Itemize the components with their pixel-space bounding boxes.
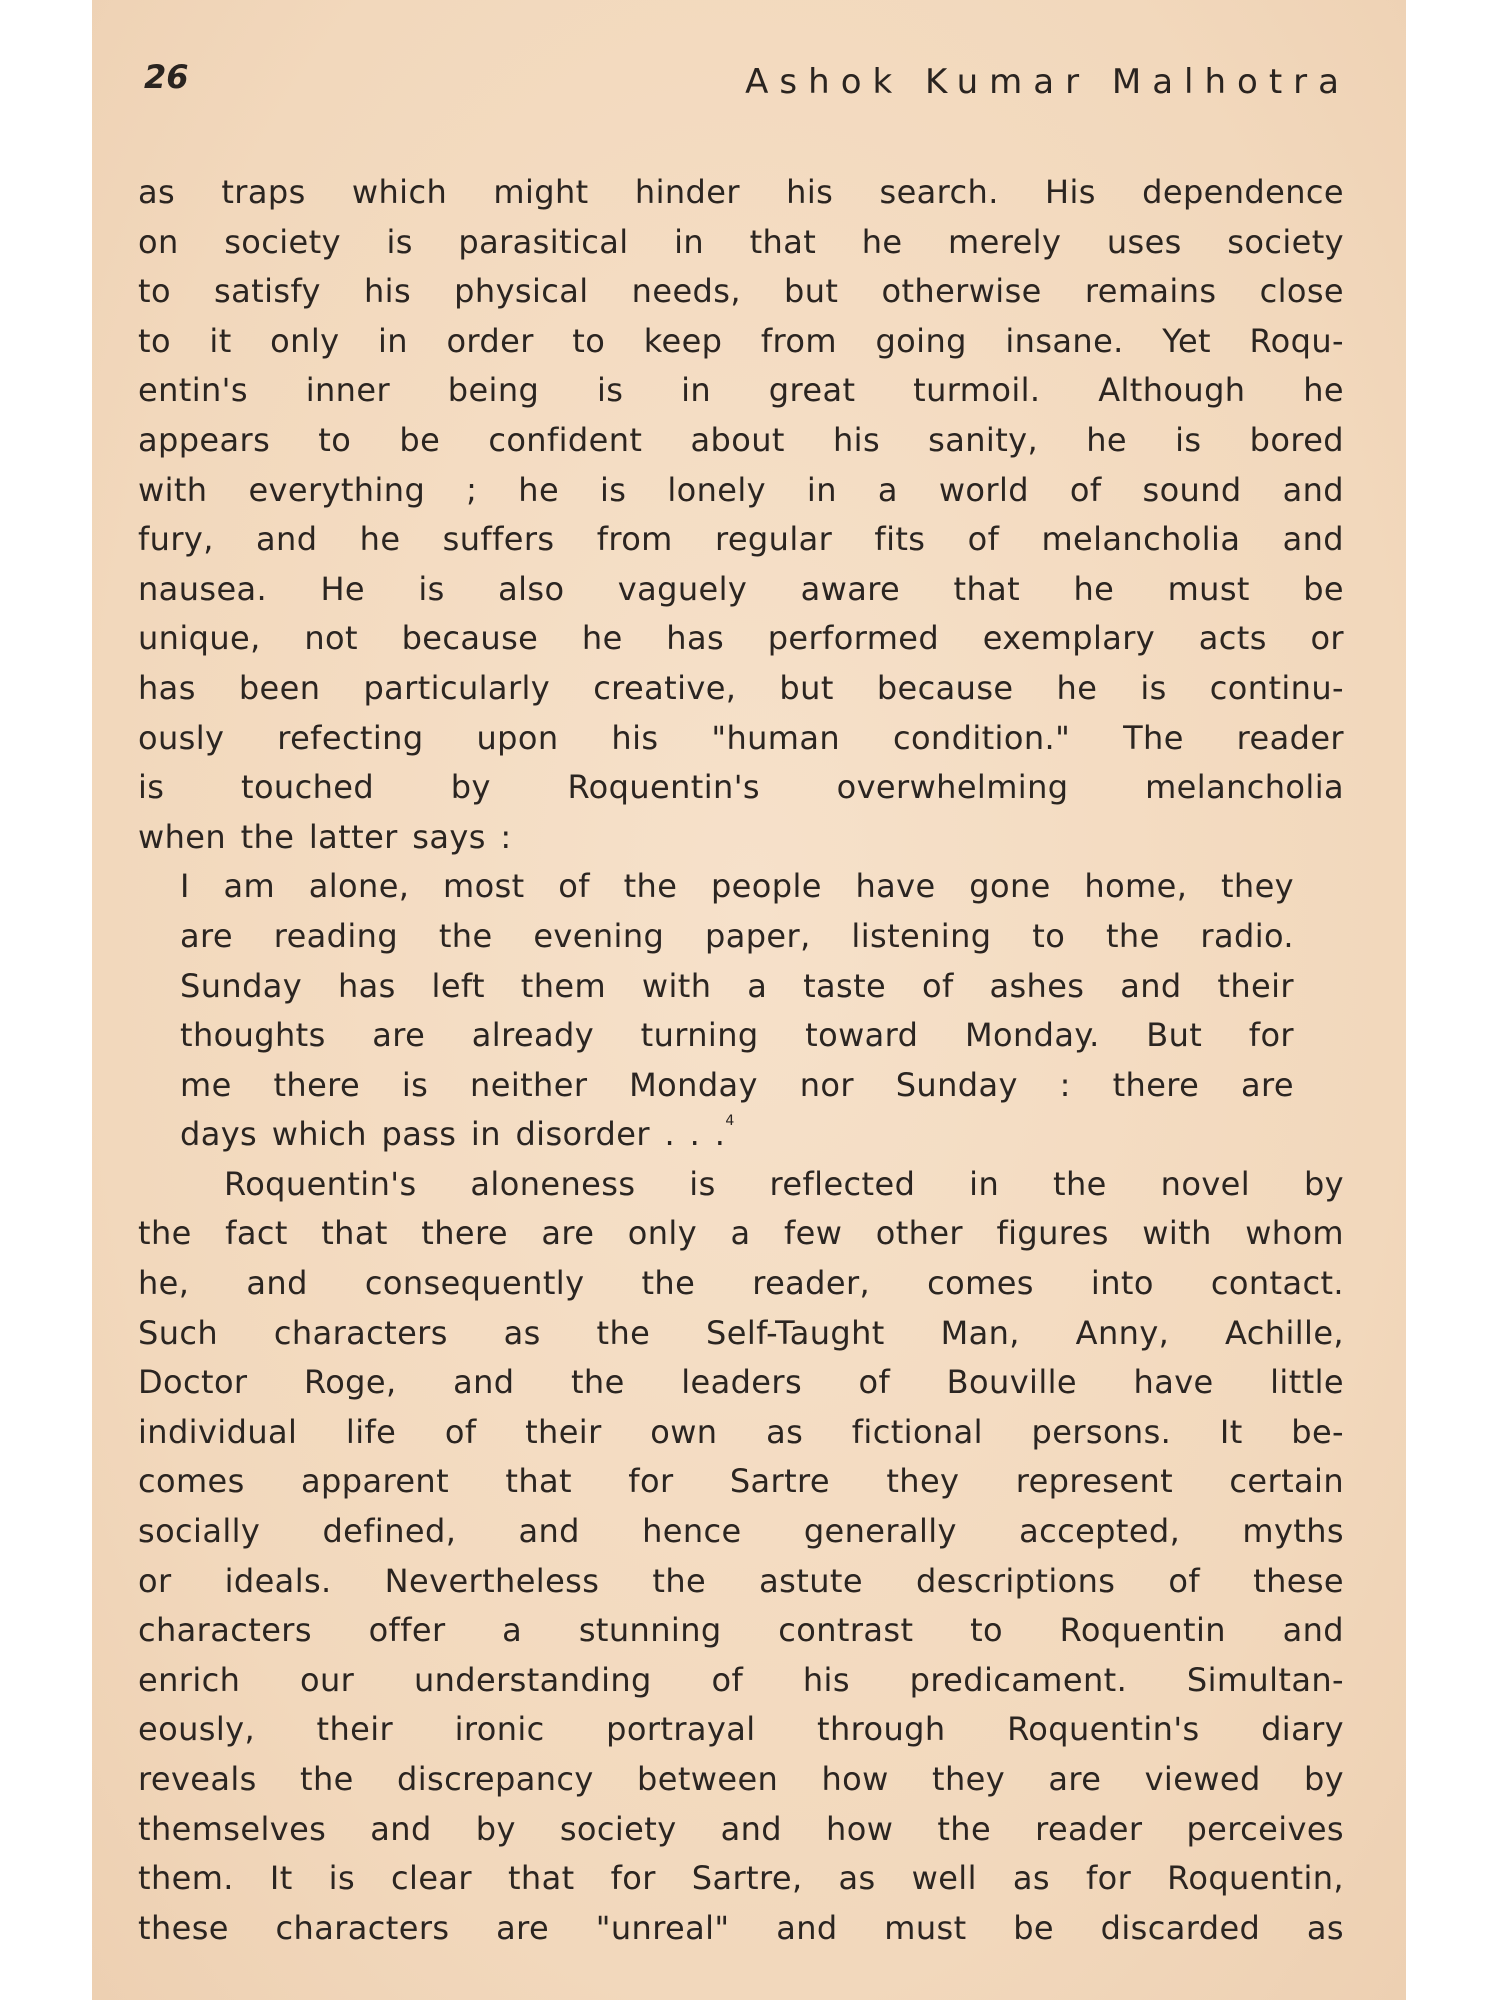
- quote-line: are reading the evening paper, listening to the radio.: [180, 916, 1294, 955]
- text-line: reveals the discrepancy between how they are viewed by: [138, 1760, 1344, 1798]
- text-line: ously refecting upon his "human condition." The reader: [138, 718, 1344, 757]
- quote-line: Sunday has left them with a taste of ashes and their: [180, 966, 1294, 1005]
- text-line: socially defined, and hence generally accepted, myths: [138, 1512, 1344, 1551]
- body-text: [138, 168, 1344, 1953]
- text-line: entin's inner being is in great turmoil. Although he: [138, 371, 1344, 410]
- text-line: or ideals. Nevertheless the astute descriptions of these: [138, 1561, 1344, 1600]
- quote-line: me there is neither Monday nor Sunday : there are: [180, 1065, 1294, 1104]
- text-line: appears to be confident about his sanity, he is bored: [138, 420, 1344, 459]
- paragraph-1: [138, 168, 1344, 862]
- text-line: Roquentin's aloneness is reflected in the novel by: [224, 1164, 1344, 1203]
- text-line: on society is parasitical in that he merely uses society: [138, 222, 1344, 261]
- text-line: enrich our understanding of his predicament. Simultan-: [138, 1660, 1344, 1699]
- text-line: these characters are "unreal" and must be discarded as: [138, 1908, 1344, 1947]
- text-line: characters offer a stunning contrast to Roquentin and: [138, 1611, 1344, 1650]
- page-header: [144, 56, 1350, 106]
- text-line: the fact that there are only a few other figures with whom: [138, 1214, 1344, 1253]
- text-line: has been particularly creative, but because he is continu-: [138, 668, 1344, 707]
- text-line: eously, their ironic portrayal through Roquentin's diary: [138, 1710, 1344, 1749]
- text-line: them. It is clear that for Sartre, as well as for Roquentin,: [138, 1859, 1344, 1898]
- paragraph-2: [138, 1160, 1344, 1954]
- text-line: comes apparent that for Sartre they represent certain: [138, 1462, 1344, 1501]
- quote-line: thoughts are already turning toward Monday. But for: [180, 1016, 1294, 1055]
- block-quote: [138, 862, 1344, 1160]
- footnote-marker: 4: [725, 1113, 735, 1130]
- quote-last-text: days which pass in disorder . . .: [180, 1115, 726, 1154]
- text-line: Doctor Roge, and the leaders of Bouville have little: [138, 1363, 1344, 1402]
- text-line: themselves and by society and how the reader perceives: [138, 1809, 1344, 1848]
- text-line: with everything ; he is lonely in a world of sound and: [138, 470, 1344, 509]
- page-number: 26: [144, 58, 189, 96]
- book-page: [92, 0, 1406, 2000]
- text-line: to satisfy his physical needs, but otherwise remains close: [138, 272, 1344, 311]
- text-line: Such characters as the Self-Taught Man, Anny, Achille,: [138, 1313, 1344, 1352]
- text-line: he, and consequently the reader, comes into contact.: [138, 1264, 1344, 1303]
- text-line: is touched by Roquentin's overwhelming melancholia: [138, 768, 1344, 807]
- text-line: fury, and he suffers from regular fits of melancholia and: [138, 520, 1344, 559]
- text-line: as traps which might hinder his search. His dependence: [138, 173, 1344, 211]
- quote-line: [138, 1110, 1344, 1160]
- quote-line: I am alone, most of the people have gone home, they: [180, 867, 1294, 906]
- text-line: individual life of their own as fictional persons. It be-: [138, 1412, 1344, 1451]
- text-line: nausea. He is also vaguely aware that he must be: [138, 569, 1344, 608]
- text-line: to it only in order to keep from going insane. Yet Roqu-: [138, 321, 1344, 360]
- text-line: when the latter says :: [138, 817, 512, 856]
- text-line: unique, not because he has performed exemplary acts or: [138, 619, 1344, 658]
- running-head-author: Ashok Kumar Malhotra: [745, 62, 1350, 102]
